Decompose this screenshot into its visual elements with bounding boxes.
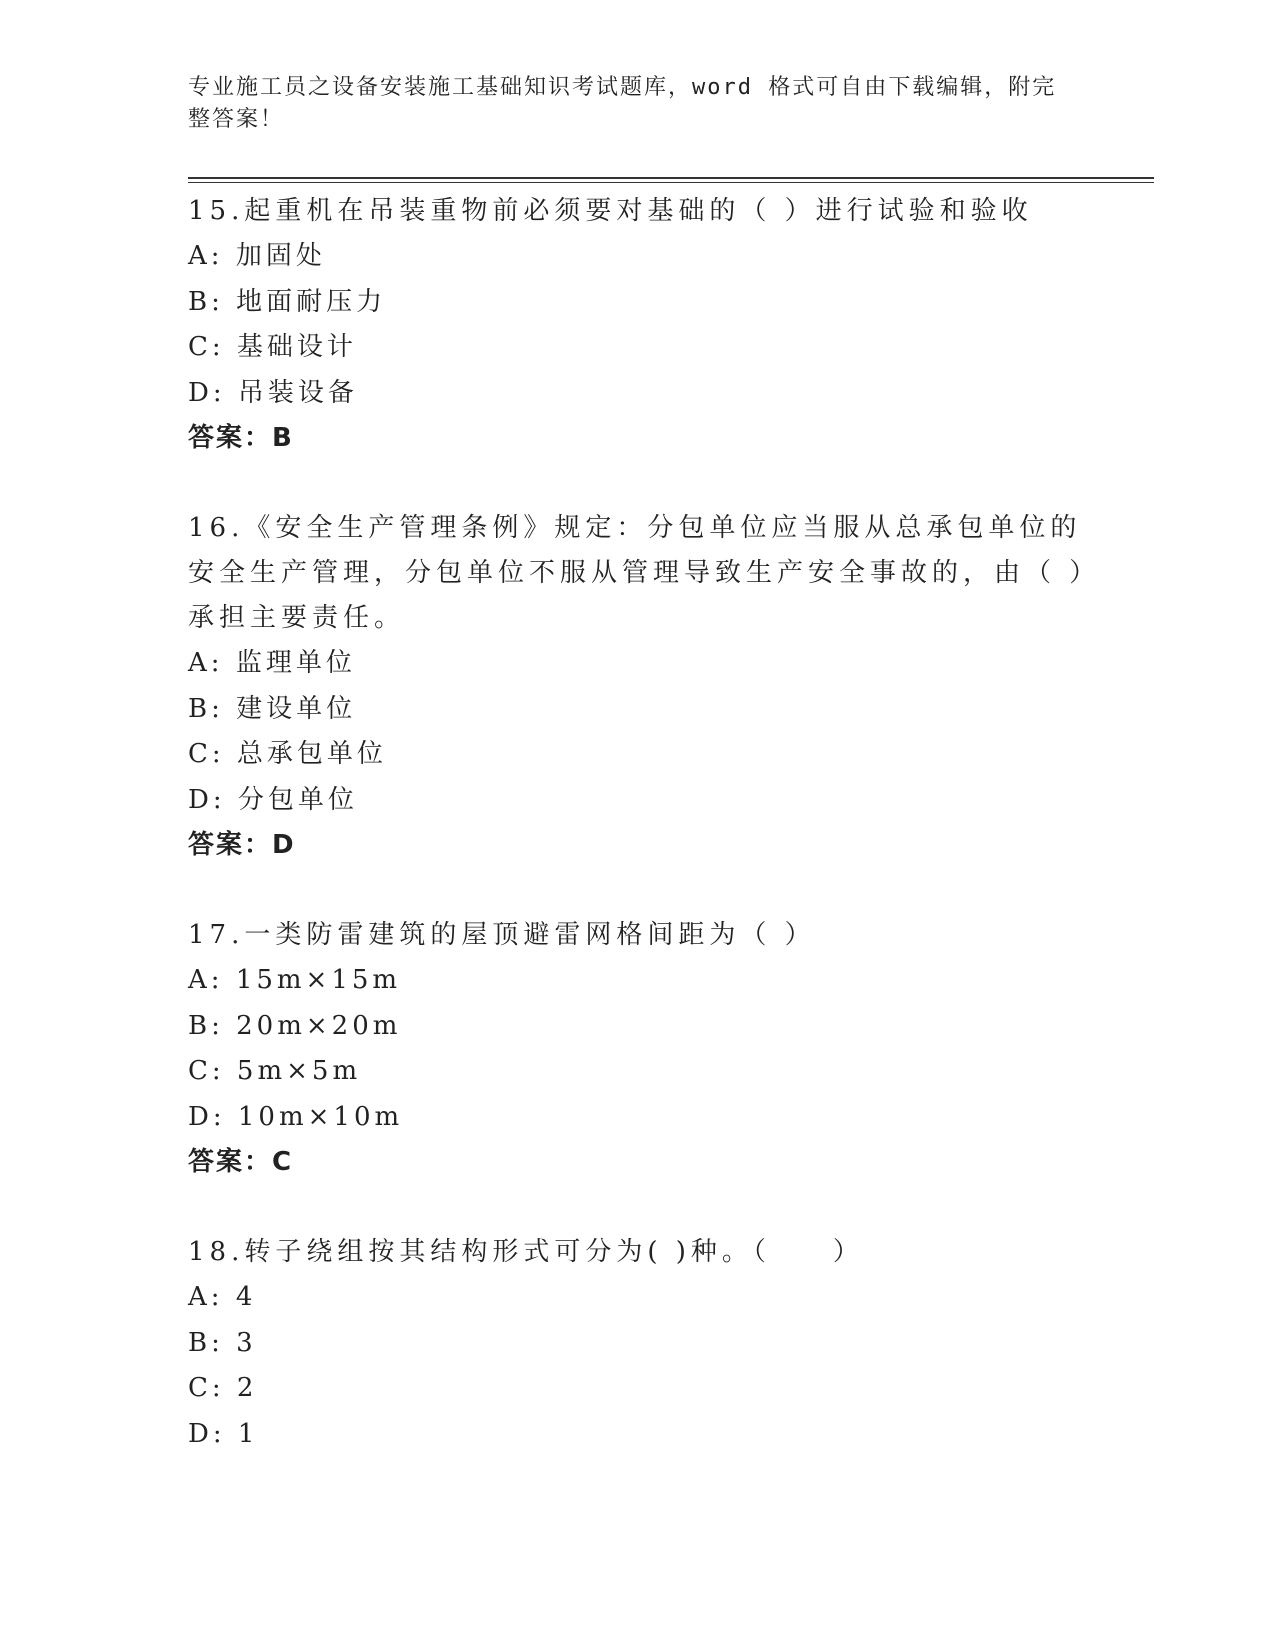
option-c [188, 1049, 1088, 1095]
option-text: 分包单位 [237, 784, 358, 815]
option-text: 吊装设备 [237, 377, 358, 408]
question-17 [188, 913, 1088, 1185]
option-b [188, 280, 1088, 326]
option-text: 总承包单位 [236, 739, 387, 769]
option-text: 1 [237, 1418, 259, 1449]
option-b [188, 1321, 1088, 1367]
option-label: B: [188, 1327, 224, 1358]
option-label: B: [188, 286, 224, 317]
question-text: 16.《安全生产管理条例》规定：分包单位应当服从总承包单位的安全生产管理，分包单位不服从管理导致生产安全事故的，由（ ）承担主要责任。 [188, 513, 1088, 633]
question-16 [188, 506, 1088, 868]
question-text: 18.转子绕组按其结构形式可分为( )种。（ ） [188, 1237, 864, 1267]
answer-value: B [272, 423, 294, 453]
option-label: B: [188, 693, 224, 724]
answer-line [188, 1140, 1088, 1185]
option-text: 15m×15m [235, 965, 402, 995]
option-label: D: [188, 1101, 226, 1132]
document-intro: 专业施工员之设备安装施工基础知识考试题库，word 格式可自由下载编辑，附完整答案！ [188, 75, 1057, 132]
option-c [188, 1366, 1088, 1412]
question-text: 17.一类防雷建筑的屋顶避雷网格间距为（ ） [188, 920, 816, 950]
answer-line [188, 416, 1088, 461]
option-a [188, 958, 1088, 1004]
option-label: C: [188, 1373, 225, 1403]
question-18 [188, 1230, 1088, 1457]
option-text: 2 [236, 1373, 258, 1403]
header-divider-thin [188, 182, 1154, 183]
option-label: A: [188, 1282, 224, 1312]
option-label: D: [188, 377, 226, 408]
option-text: 20m×20m [236, 1010, 402, 1041]
option-label: A: [188, 648, 224, 678]
question-15 [188, 189, 1088, 461]
option-label: D: [188, 1418, 226, 1449]
option-c [188, 325, 1088, 371]
option-b [188, 687, 1088, 733]
option-d [188, 1412, 1088, 1458]
option-text: 3 [236, 1327, 257, 1358]
option-label: A: [188, 241, 224, 271]
option-text: 10m×10m [237, 1101, 404, 1132]
question-list [188, 189, 1088, 1502]
option-b [188, 1004, 1088, 1050]
option-label: C: [188, 332, 225, 362]
option-text: 地面耐压力 [236, 286, 387, 317]
option-d [188, 1095, 1088, 1141]
answer-value: C [272, 1147, 294, 1177]
option-d [188, 371, 1088, 417]
option-a [188, 234, 1088, 280]
option-label: A: [188, 965, 224, 995]
option-text: 基础设计 [236, 332, 357, 362]
answer-label: 答案： [188, 423, 273, 453]
answer-line [188, 823, 1088, 868]
option-c [188, 732, 1088, 778]
option-label: C: [188, 1056, 225, 1086]
option-d [188, 778, 1088, 824]
option-label: D: [188, 784, 226, 815]
option-a [188, 641, 1088, 687]
option-text: 建设单位 [236, 693, 357, 724]
option-a [188, 1275, 1088, 1321]
option-text: 监理单位 [235, 648, 356, 678]
option-text: 5m×5m [236, 1056, 362, 1086]
option-text: 4 [235, 1282, 257, 1312]
question-text: 15.起重机在吊装重物前必须要对基础的（ ）进行试验和验收 [188, 196, 1033, 226]
option-label: B: [188, 1010, 224, 1041]
option-text: 加固处 [235, 241, 326, 271]
answer-label: 答案： [188, 1147, 273, 1177]
option-label: C: [188, 739, 225, 769]
answer-value: D [272, 830, 296, 860]
header-divider-thick [188, 177, 1154, 179]
answer-label: 答案： [188, 830, 273, 860]
